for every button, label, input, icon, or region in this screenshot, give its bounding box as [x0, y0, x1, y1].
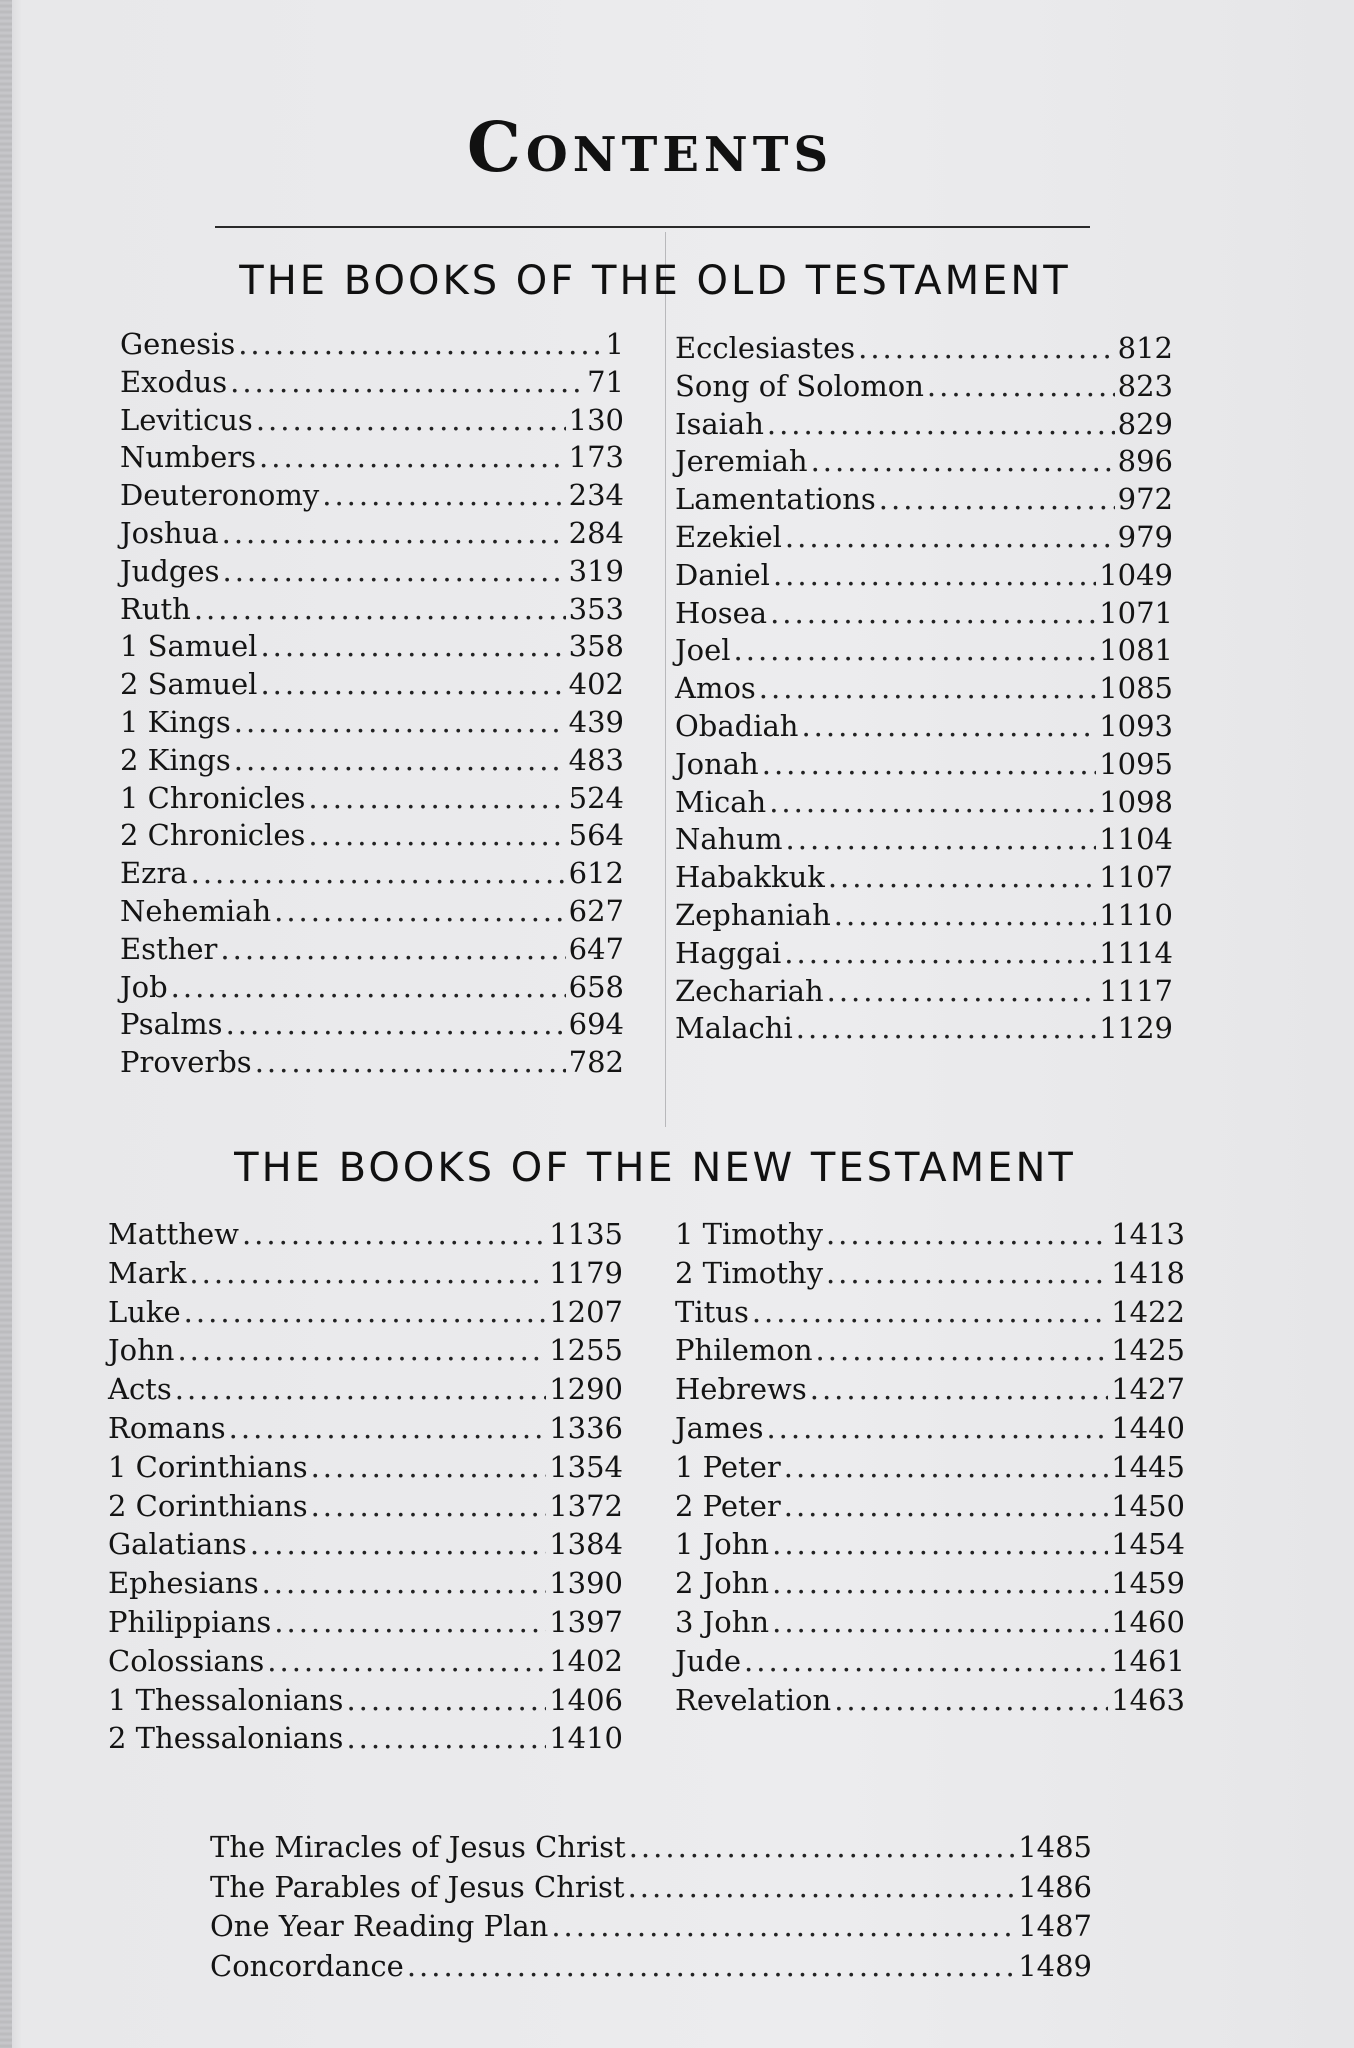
- page-number: 353: [568, 591, 624, 626]
- book-title: Psalms: [120, 1007, 223, 1042]
- contents-entry: [108, 1525, 623, 1564]
- dot-leader: [811, 443, 1115, 481]
- dot-leader: [785, 519, 1115, 557]
- page-number: 1117: [1099, 973, 1173, 1008]
- page-number: 1461: [1111, 1643, 1185, 1678]
- contents-entry: [108, 1448, 623, 1487]
- book-title: Concordance: [210, 1948, 404, 1983]
- page-number: 284: [568, 515, 624, 550]
- book-title: Numbers: [120, 440, 257, 475]
- contents-entry: [120, 1044, 624, 1082]
- page-number: 1406: [549, 1682, 623, 1717]
- dot-leader: [226, 1006, 566, 1044]
- book-title: Lamentations: [675, 482, 876, 517]
- page-number: 823: [1117, 368, 1173, 403]
- book-title: James: [675, 1410, 764, 1445]
- page-number: 1: [605, 327, 624, 361]
- dot-leader: [274, 893, 566, 931]
- book-title: 2 Samuel: [120, 667, 258, 702]
- dot-leader: [767, 406, 1115, 444]
- book-title: Proverbs: [120, 1045, 252, 1080]
- contents-entry: [120, 326, 624, 364]
- page-number: 1207: [549, 1294, 623, 1329]
- contents-entry: [675, 746, 1173, 784]
- dot-leader: [784, 1448, 1108, 1487]
- book-title: Colossians: [108, 1643, 265, 1678]
- dot-leader: [879, 481, 1115, 519]
- book-title: Habakkuk: [675, 860, 825, 895]
- contents-entry: [675, 443, 1173, 481]
- dot-leader: [274, 1603, 546, 1642]
- book-title: Joel: [675, 633, 731, 668]
- page-number: 972: [1117, 482, 1173, 517]
- book-title: Daniel: [675, 557, 770, 592]
- contents-entry: [675, 935, 1173, 973]
- book-title: Joshua: [120, 515, 219, 550]
- book-title: Haggai: [675, 935, 782, 970]
- contents-entry: [675, 632, 1173, 670]
- page-number: 319: [568, 553, 624, 588]
- page-number: 1425: [1111, 1333, 1185, 1368]
- page-number: 979: [1117, 519, 1173, 554]
- contents-entry: [675, 670, 1173, 708]
- dot-leader: [308, 780, 565, 818]
- book-title: 1 Samuel: [120, 629, 258, 664]
- contents-entry: [675, 1681, 1185, 1720]
- contents-entry: [120, 666, 624, 704]
- dot-leader: [346, 1719, 546, 1758]
- contents-entry: [675, 1293, 1185, 1332]
- book-title: Jeremiah: [675, 444, 808, 479]
- dot-leader: [229, 1409, 547, 1448]
- book-title: The Parables of Jesus Christ: [210, 1869, 625, 1904]
- contents-entry: [675, 330, 1173, 368]
- book-title: 1 Chronicles: [120, 780, 306, 815]
- contents-entry: [675, 1331, 1185, 1370]
- book-title: Isaiah: [675, 406, 764, 441]
- book-title: 1 Timothy: [675, 1217, 823, 1251]
- book-title: Ezekiel: [675, 519, 782, 554]
- page-number: 1114: [1099, 935, 1173, 970]
- contents-entry: [120, 477, 624, 515]
- book-title: Zechariah: [675, 973, 824, 1008]
- book-title: Micah: [675, 784, 767, 819]
- old-testament-heading: THE BOOKS OF THE OLD TESTAMENT: [239, 258, 1071, 304]
- book-title: Exodus: [120, 364, 228, 399]
- page-number: 130: [568, 402, 624, 437]
- page-number: 1390: [549, 1566, 623, 1601]
- dot-leader: [250, 1525, 546, 1564]
- page-number: 829: [1117, 406, 1173, 441]
- book-title: Ruth: [120, 591, 191, 626]
- contents-entry: [108, 1409, 623, 1448]
- dot-leader: [222, 515, 566, 553]
- page-number: 1445: [1111, 1449, 1185, 1484]
- contents-entry: [210, 1868, 1092, 1908]
- book-title: 2 Kings: [120, 742, 231, 777]
- page-number: 1354: [549, 1449, 623, 1484]
- page-number: 1135: [549, 1217, 623, 1251]
- contents-entry: [108, 1293, 623, 1332]
- contents-entry: [675, 1370, 1185, 1409]
- contents-entry: [675, 1642, 1185, 1681]
- dot-leader: [242, 1215, 546, 1254]
- book-title: Mark: [108, 1255, 187, 1290]
- page-number: 1107: [1099, 860, 1173, 895]
- page-number: 1384: [549, 1527, 623, 1562]
- contents-entry: [675, 897, 1173, 935]
- book-title: Philippians: [108, 1604, 272, 1639]
- dot-leader: [189, 1254, 546, 1293]
- dot-leader: [769, 784, 1096, 822]
- book-title: Romans: [108, 1410, 226, 1445]
- contents-entry: [120, 1006, 624, 1044]
- book-title: Judges: [120, 553, 220, 588]
- page-number: 1336: [549, 1410, 623, 1445]
- book-title: John: [108, 1333, 175, 1368]
- page-number: 1422: [1111, 1294, 1185, 1329]
- dot-leader: [407, 1947, 1015, 1987]
- contents-entry: [120, 969, 624, 1007]
- contents-entry: [210, 1828, 1092, 1868]
- contents-entry: [120, 628, 624, 666]
- dot-leader: [267, 1642, 546, 1681]
- contents-entry: [120, 439, 624, 477]
- dot-leader: [858, 330, 1115, 368]
- new-testament-heading: THE BOOKS OF THE NEW TESTAMENT: [234, 1145, 1076, 1191]
- page-number: 1255: [549, 1333, 623, 1368]
- dot-leader: [191, 855, 566, 893]
- contents-entry: [120, 515, 624, 553]
- dot-leader: [184, 1293, 547, 1332]
- dot-leader: [770, 595, 1096, 633]
- page-number: 782: [568, 1045, 624, 1080]
- book-title: Hosea: [675, 595, 768, 630]
- page-number: 1486: [1018, 1869, 1092, 1904]
- contents-entry: [120, 893, 624, 931]
- contents-entry: [120, 855, 624, 893]
- contents-entry: [675, 519, 1173, 557]
- contents-entry: [210, 1947, 1092, 1987]
- book-title: Philemon: [675, 1333, 813, 1368]
- dot-leader: [255, 1044, 566, 1082]
- contents-entry: [108, 1681, 623, 1720]
- page-number: 1402: [549, 1643, 623, 1678]
- book-title: Genesis: [120, 327, 236, 361]
- page-number: 483: [568, 742, 624, 777]
- supplementary-contents: [210, 1828, 1092, 1986]
- dot-leader: [796, 1010, 1096, 1048]
- contents-entry: [675, 1564, 1185, 1603]
- contents-entry: [108, 1603, 623, 1642]
- dot-leader: [826, 1215, 1108, 1254]
- dot-leader: [816, 1331, 1109, 1370]
- contents-entry: [120, 931, 624, 969]
- page-number: 612: [568, 856, 624, 891]
- page-number: 1071: [1099, 595, 1173, 630]
- dot-leader: [629, 1828, 1015, 1868]
- contents-entry: [675, 368, 1173, 406]
- dot-leader: [175, 1370, 546, 1409]
- book-title: Ezra: [120, 856, 188, 891]
- book-title: Job: [120, 969, 168, 1004]
- book-title: Leviticus: [120, 402, 253, 437]
- page-number: 1410: [549, 1721, 623, 1756]
- book-title: 2 Chronicles: [120, 818, 306, 853]
- old-testament-left-column: [120, 326, 624, 1082]
- book-title: 1 John: [675, 1527, 770, 1562]
- book-title: Amos: [675, 671, 756, 706]
- page-number: 1049: [1099, 557, 1173, 592]
- dot-leader: [784, 935, 1096, 973]
- page-number: 627: [568, 893, 624, 928]
- page-number: 1093: [1099, 708, 1173, 743]
- contents-entry: [120, 704, 624, 742]
- book-title: 2 Corinthians: [108, 1488, 308, 1523]
- contents-entry: [675, 1215, 1185, 1254]
- book-title: Malachi: [675, 1011, 793, 1046]
- page-number: 71: [587, 364, 624, 399]
- contents-entry: [675, 973, 1173, 1011]
- page-number: 524: [568, 780, 624, 815]
- dot-leader: [834, 1681, 1108, 1720]
- dot-leader: [827, 973, 1097, 1011]
- dot-leader: [826, 1254, 1108, 1293]
- contents-entry: [675, 821, 1173, 859]
- contents-entry: [108, 1331, 623, 1370]
- contents-entry: [675, 859, 1173, 897]
- page-number: 1427: [1111, 1372, 1185, 1407]
- book-title: Galatians: [108, 1527, 247, 1562]
- page-number: 694: [568, 1007, 624, 1042]
- page-number: 1485: [1018, 1830, 1092, 1864]
- contents-entry: [108, 1719, 623, 1758]
- contents-entry: [120, 402, 624, 440]
- book-title: Luke: [108, 1294, 181, 1329]
- page-number: 1489: [1018, 1948, 1092, 1983]
- contents-entry: [108, 1370, 623, 1409]
- page-number: 1454: [1111, 1527, 1185, 1562]
- book-title: Titus: [675, 1294, 749, 1329]
- page-number: 564: [568, 818, 624, 853]
- dot-leader: [262, 1564, 547, 1603]
- page-number: 234: [568, 478, 624, 513]
- contents-entry: [675, 481, 1173, 519]
- dot-leader: [238, 326, 602, 364]
- dot-leader: [734, 632, 1097, 670]
- page-number: 647: [568, 931, 624, 966]
- contents-entry: [675, 406, 1173, 444]
- book-title: 1 Kings: [120, 704, 231, 739]
- contents-entry: [108, 1642, 623, 1681]
- dot-leader: [744, 1642, 1108, 1681]
- page-number: 402: [568, 667, 624, 702]
- page-number: 1085: [1099, 671, 1173, 706]
- contents-entry: [120, 817, 624, 855]
- dot-leader: [810, 1370, 1108, 1409]
- book-title: Revelation: [675, 1682, 832, 1717]
- contents-entry: [108, 1487, 623, 1526]
- book-title: Esther: [120, 931, 218, 966]
- page-number: 1104: [1099, 822, 1173, 857]
- dot-leader: [786, 821, 1097, 859]
- column-divider: [665, 232, 666, 1127]
- new-testament-right-column: [675, 1215, 1185, 1719]
- page-number: 1179: [549, 1255, 623, 1290]
- page-number: 1450: [1111, 1488, 1185, 1523]
- page-title: Contents: [466, 108, 834, 188]
- book-title: 2 Timothy: [675, 1255, 823, 1290]
- page-number: 358: [568, 629, 624, 664]
- page-number: 1418: [1111, 1255, 1185, 1290]
- book-title: Ecclesiastes: [675, 331, 856, 365]
- book-title: 2 John: [675, 1566, 770, 1601]
- book-title: Song of Solomon: [675, 368, 924, 403]
- page-number: 439: [568, 704, 624, 739]
- page-number: 1095: [1099, 746, 1173, 781]
- book-title: Deuteronomy: [120, 478, 320, 513]
- dot-leader: [772, 1603, 1108, 1642]
- dot-leader: [222, 553, 565, 591]
- page-number: 1440: [1111, 1410, 1185, 1445]
- contents-entry: [675, 1010, 1173, 1048]
- dot-leader: [759, 670, 1096, 708]
- dot-leader: [834, 897, 1096, 935]
- dot-leader: [311, 1487, 547, 1526]
- dot-leader: [259, 439, 566, 477]
- contents-entry: [675, 1448, 1185, 1487]
- dot-leader: [234, 704, 566, 742]
- dot-leader: [171, 969, 566, 1007]
- dot-leader: [194, 591, 566, 629]
- contents-entry: [108, 1564, 623, 1603]
- dot-leader: [772, 1525, 1108, 1564]
- page-number: 1460: [1111, 1604, 1185, 1639]
- dot-leader: [311, 1448, 547, 1487]
- contents-entry: [675, 557, 1173, 595]
- contents-entry: [675, 1603, 1185, 1642]
- contents-entry: [108, 1254, 623, 1293]
- book-title: Ephesians: [108, 1566, 259, 1601]
- dot-leader: [766, 1409, 1108, 1448]
- contents-entry: [120, 591, 624, 629]
- dot-leader: [551, 1907, 1015, 1947]
- contents-entry: [108, 1215, 623, 1254]
- contents-entry: [675, 1409, 1185, 1448]
- page-number: 1413: [1111, 1217, 1185, 1251]
- dot-leader: [230, 364, 584, 402]
- dot-leader: [772, 1564, 1108, 1603]
- contents-entry: [120, 364, 624, 402]
- book-title: Jude: [675, 1643, 742, 1678]
- book-title: Acts: [108, 1372, 172, 1407]
- page-number: 1397: [549, 1604, 623, 1639]
- dot-leader: [260, 666, 565, 704]
- book-title: 1 Peter: [675, 1449, 781, 1484]
- book-title: Zephaniah: [675, 897, 831, 932]
- contents-entry: [675, 1487, 1185, 1526]
- dot-leader: [762, 746, 1096, 784]
- book-title: 2 Peter: [675, 1488, 781, 1523]
- old-testament-right-column: [675, 330, 1173, 1048]
- book-title: Hebrews: [675, 1372, 807, 1407]
- contents-entry: [675, 708, 1173, 746]
- contents-entry: [120, 780, 624, 818]
- dot-leader: [234, 742, 566, 780]
- contents-entry: [210, 1907, 1092, 1947]
- dot-leader: [801, 708, 1096, 746]
- book-title: Nehemiah: [120, 893, 272, 928]
- contents-entry: [120, 553, 624, 591]
- dot-leader: [220, 931, 565, 969]
- dot-leader: [260, 628, 565, 666]
- page-number: 1463: [1111, 1682, 1185, 1717]
- book-title: Matthew: [108, 1217, 239, 1251]
- page-number: 173: [568, 440, 624, 475]
- page-binding-edge: [0, 0, 12, 2048]
- page-number: 1290: [549, 1372, 623, 1407]
- contents-entry: [675, 784, 1173, 822]
- contents-entry: [120, 742, 624, 780]
- dot-leader: [752, 1293, 1108, 1332]
- dot-leader: [927, 368, 1115, 406]
- contents-entry: [675, 1525, 1185, 1564]
- page-number: 896: [1117, 444, 1173, 479]
- book-title: 3 John: [675, 1604, 770, 1639]
- dot-leader: [346, 1681, 546, 1720]
- page-number: 1098: [1099, 784, 1173, 819]
- book-title: The Miracles of Jesus Christ: [210, 1830, 626, 1864]
- dot-leader: [773, 557, 1096, 595]
- book-title: Obadiah: [675, 708, 799, 743]
- book-title: One Year Reading Plan: [210, 1909, 549, 1943]
- title-divider: [215, 226, 1090, 228]
- page-number: 1459: [1111, 1566, 1185, 1601]
- page-number: 1372: [549, 1488, 623, 1523]
- dot-leader: [322, 477, 565, 515]
- dot-leader: [256, 402, 566, 440]
- page-number: 1081: [1099, 633, 1173, 668]
- book-title: Nahum: [675, 822, 783, 857]
- page-number: 1487: [1018, 1909, 1092, 1943]
- contents-entry: [675, 595, 1173, 633]
- book-title: 1 Thessalonians: [108, 1682, 344, 1717]
- book-title: Jonah: [675, 746, 759, 781]
- dot-leader: [784, 1487, 1108, 1526]
- dot-leader: [308, 817, 565, 855]
- page-number: 1110: [1099, 897, 1173, 932]
- dot-leader: [828, 859, 1096, 897]
- book-title: 2 Thessalonians: [108, 1721, 344, 1756]
- contents-entry: [675, 1254, 1185, 1293]
- new-testament-left-column: [108, 1215, 623, 1758]
- page-number: 1129: [1099, 1011, 1173, 1046]
- dot-leader: [628, 1868, 1016, 1908]
- dot-leader: [177, 1331, 546, 1370]
- page-number: 658: [568, 969, 624, 1004]
- book-title: 1 Corinthians: [108, 1449, 308, 1484]
- page-number: 812: [1117, 331, 1173, 365]
